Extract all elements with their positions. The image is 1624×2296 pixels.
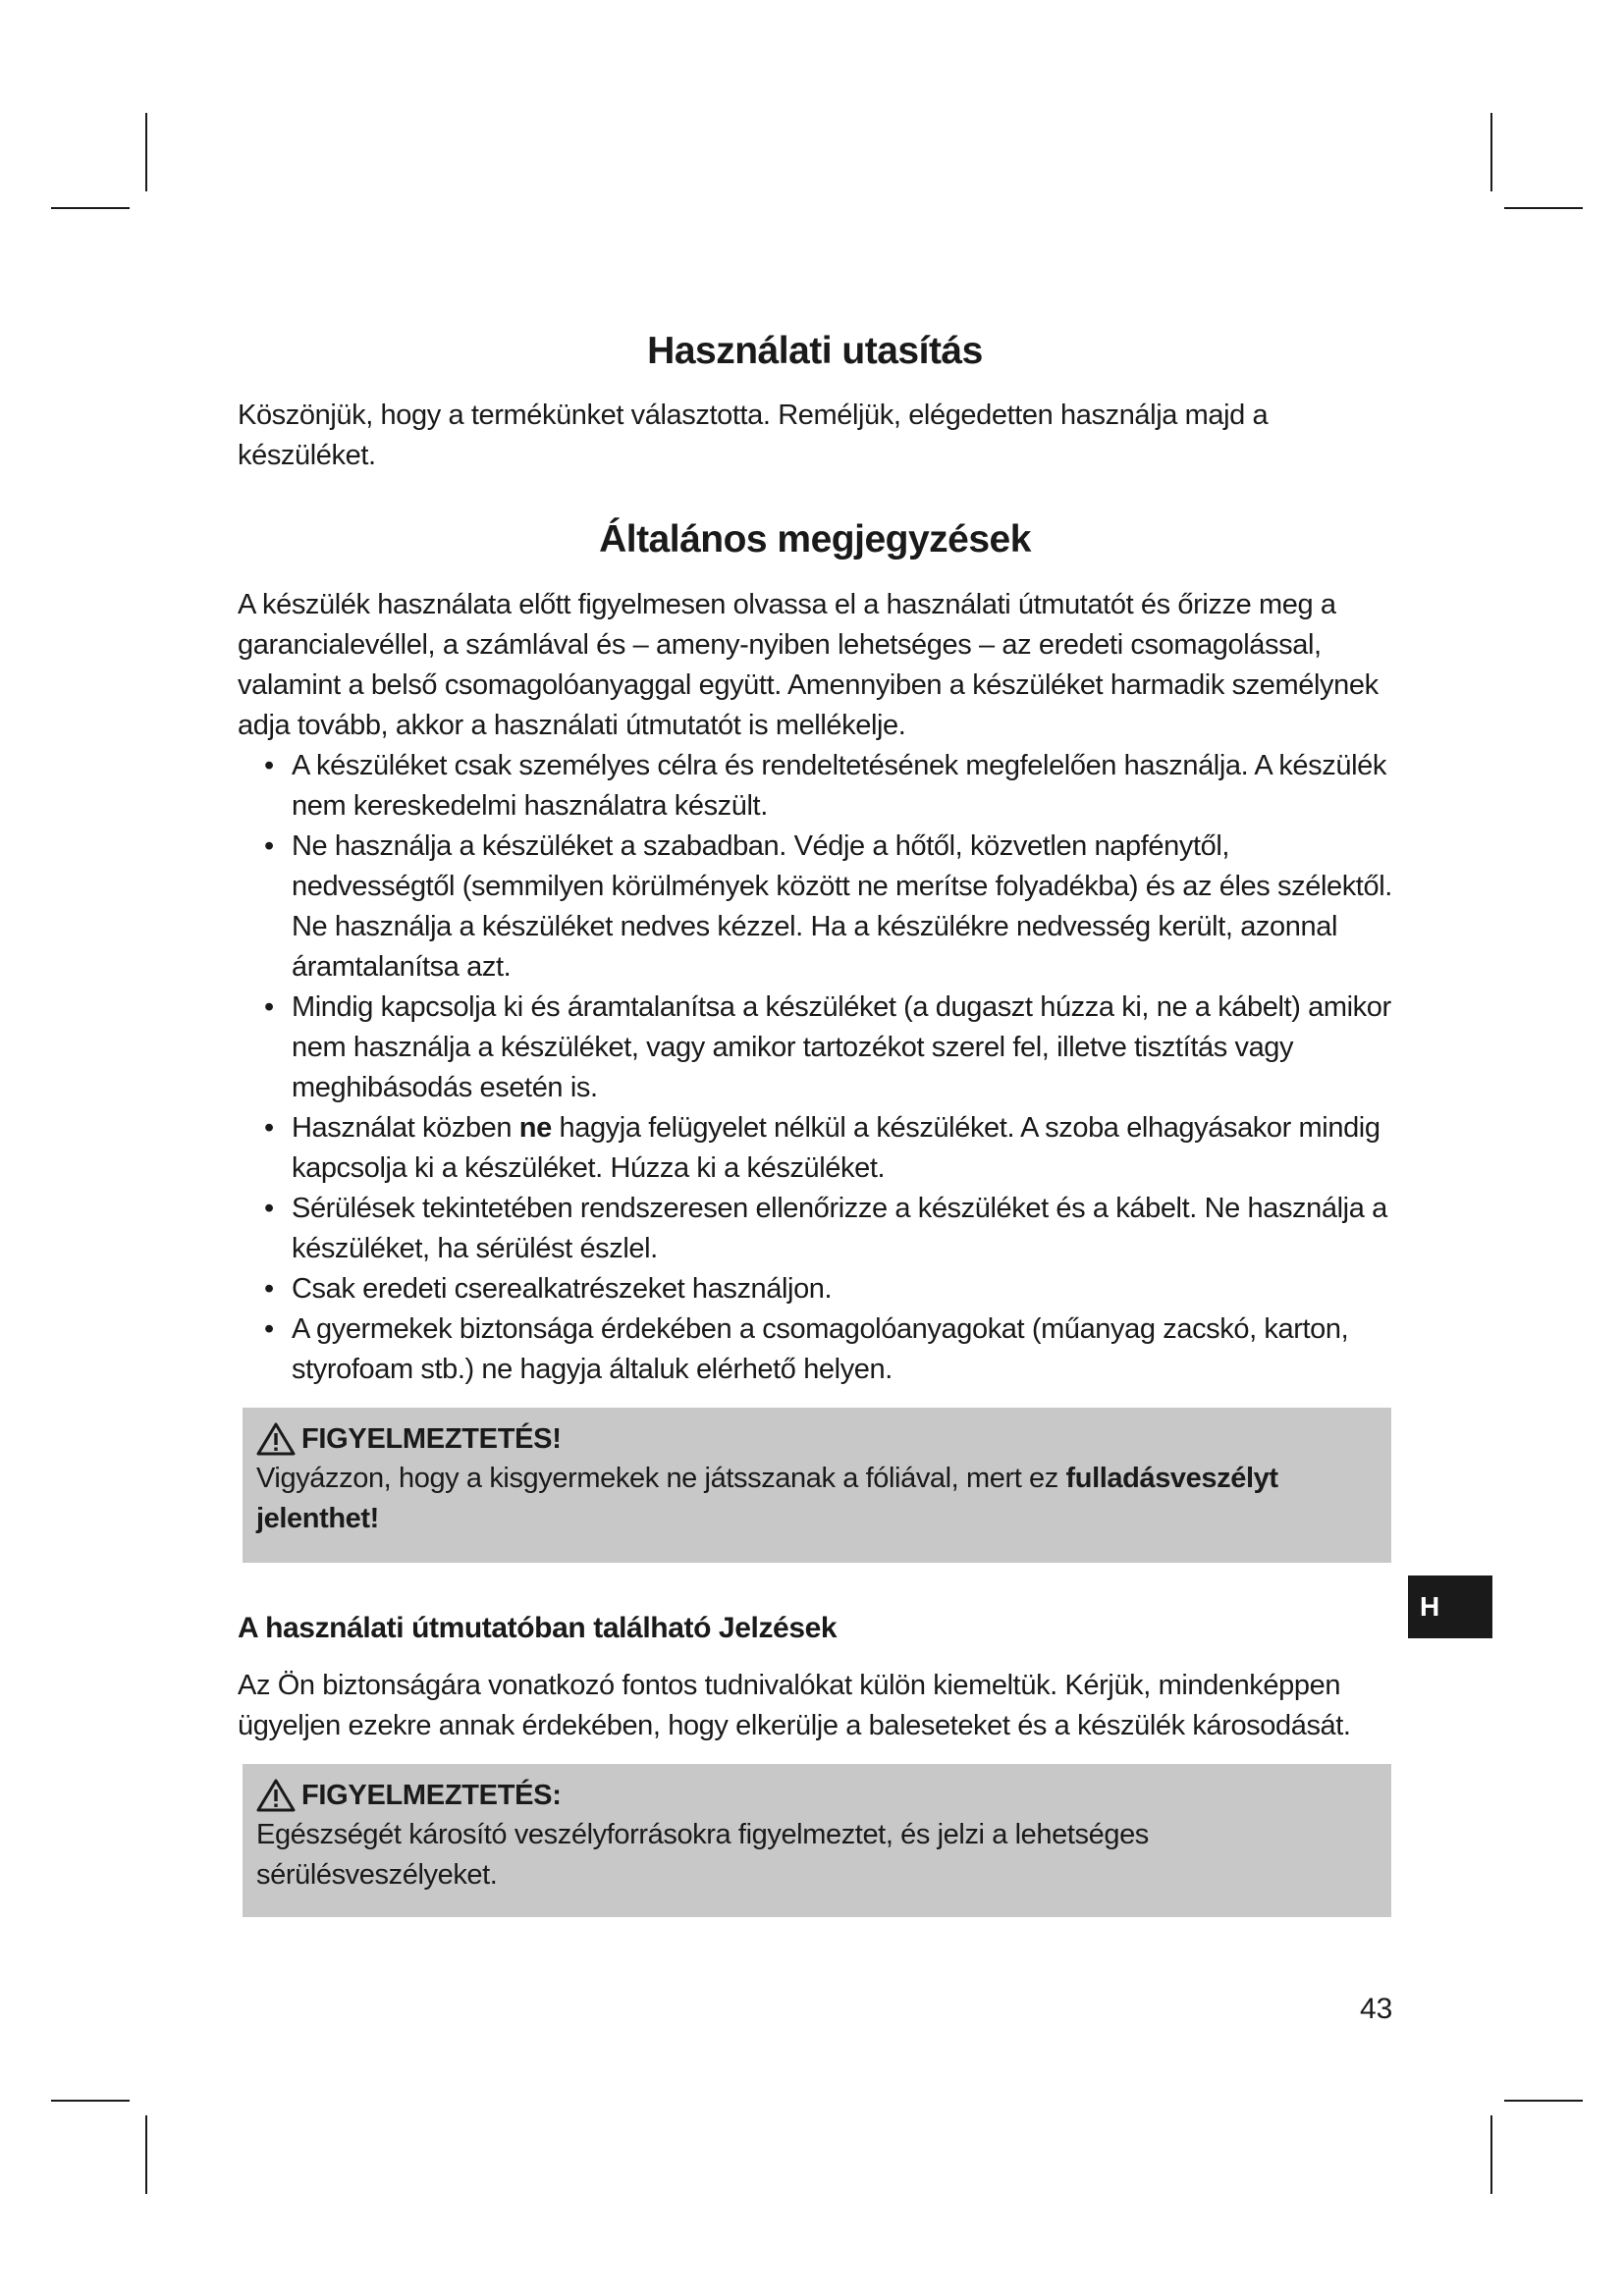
bullet-icon: • bbox=[264, 1273, 274, 1305]
list-item: • Ne használja a készüléket a szabadban. Védje a hőtől, közvetlen napfénytől, nedvességtől (semmilyen körülmények között ne merítse folyadékba) és az éles szélektől. Ne használja a készüléket nedves kézzel. Ha a készülékre nedvesség került, azonnal áramtalanítsa azt. bbox=[238, 827, 1396, 988]
warning-box-general bbox=[243, 1764, 1391, 1917]
crop-mark-bottom-left-v bbox=[145, 2115, 147, 2194]
crop-mark-bottom-right-h bbox=[1504, 2100, 1583, 2102]
bullet-icon: • bbox=[264, 991, 274, 1023]
list-item: • Csak eredeti cserealkatrészeket használjon. bbox=[238, 1269, 1396, 1309]
warning-box-foil bbox=[243, 1408, 1391, 1563]
safety-bullet-list bbox=[238, 746, 1396, 1390]
list-item: • Használat közben ne hagyja felügyelet nélkül a készüléket. A szoba elhagyásakor mindig kapcsolja ki a készüléket. Húzza ki a készüléket. bbox=[238, 1108, 1396, 1189]
bullet-icon: • bbox=[264, 750, 274, 781]
section-title: Általános megjegyzések bbox=[599, 518, 1031, 561]
bullet-icon: • bbox=[264, 1112, 274, 1144]
general-paragraph: A készülék használata előtt figyelmesen olvassa el a használati útmutatót és őrizze meg a garancialevéllel, a számlával és – ameny-nyiben lehetséges – az eredeti csomagolással, valamint a belső csomagolóanyaggal együtt. Amennyiben a készüléket harmadik személynek adja tovább, akkor a használati útmutatót is mellékelje. bbox=[238, 589, 1379, 741]
bullet-icon: • bbox=[264, 1193, 274, 1224]
crop-mark-top-left-h bbox=[51, 207, 130, 209]
list-item: • Mindig kapcsolja ki és áramtalanítsa a készüléket (a dugaszt húzza ki, ne a kábelt) amikor nem használja a készüléket, vagy amikor tartozékot szerel fel, illetve tisztítás vagy meghibásodás esetén is. bbox=[238, 988, 1396, 1108]
bullet-icon: • bbox=[264, 1313, 274, 1345]
page-title: Használati utasítás bbox=[647, 330, 983, 372]
intro-paragraph: Köszönjük, hogy a termékünket választotta. Reméljük, elégedetten használja majd a készüléket. bbox=[238, 400, 1269, 471]
warning-triangle-icon bbox=[256, 1779, 296, 1812]
crop-mark-bottom-left-h bbox=[51, 2100, 130, 2102]
language-tab: H bbox=[1408, 1575, 1492, 1638]
list-item: • A készüléket csak személyes célra és rendeltetésének megfelelően használja. A készülék nem kereskedelmi használatra készült. bbox=[238, 746, 1396, 827]
page-number: 43 bbox=[1360, 1993, 1393, 2025]
list-item: • A gyermekek biztonsága érdekében a csomagolóanyagokat (műanyag zacskó, karton, styrofoam stb.) ne hagyja általuk elérhető helyen. bbox=[238, 1309, 1396, 1390]
bullet-icon: • bbox=[264, 830, 274, 862]
warning-text: Egészségét károsító veszélyforrásokra figyelmeztet, és jelzi a lehetséges sérülésveszélyeket. bbox=[256, 1819, 1149, 1891]
warning-text: Vigyázzon, hogy a kisgyermekek ne játsszanak a fóliával, mert ez fulladásveszélyt jelenthet! bbox=[256, 1463, 1278, 1534]
warning-title: FIGYELMEZTETÉS: bbox=[301, 1780, 562, 1811]
signs-paragraph: Az Ön biztonságára vonatkozó fontos tudnivalókat külön kiemeltük. Kérjük, mindenképpen ügyeljen ezekre annak érdekében, hogy elkerülje a baleseteket és a készülék károsodását. bbox=[238, 1670, 1351, 1741]
crop-mark-bottom-right-v bbox=[1490, 2115, 1492, 2194]
warning-triangle-icon bbox=[256, 1422, 296, 1456]
list-item: • Sérülések tekintetében rendszeresen ellenőrizze a készüléket és a kábelt. Ne használja a készüléket, ha sérülést észlel. bbox=[238, 1189, 1396, 1269]
crop-mark-top-right-h bbox=[1504, 207, 1583, 209]
crop-mark-top-left-v bbox=[145, 113, 147, 191]
signs-heading: A használati útmutatóban található Jelzések bbox=[238, 1612, 838, 1644]
warning-title: FIGYELMEZTETÉS! bbox=[301, 1423, 562, 1455]
crop-mark-top-right-v bbox=[1490, 113, 1492, 191]
